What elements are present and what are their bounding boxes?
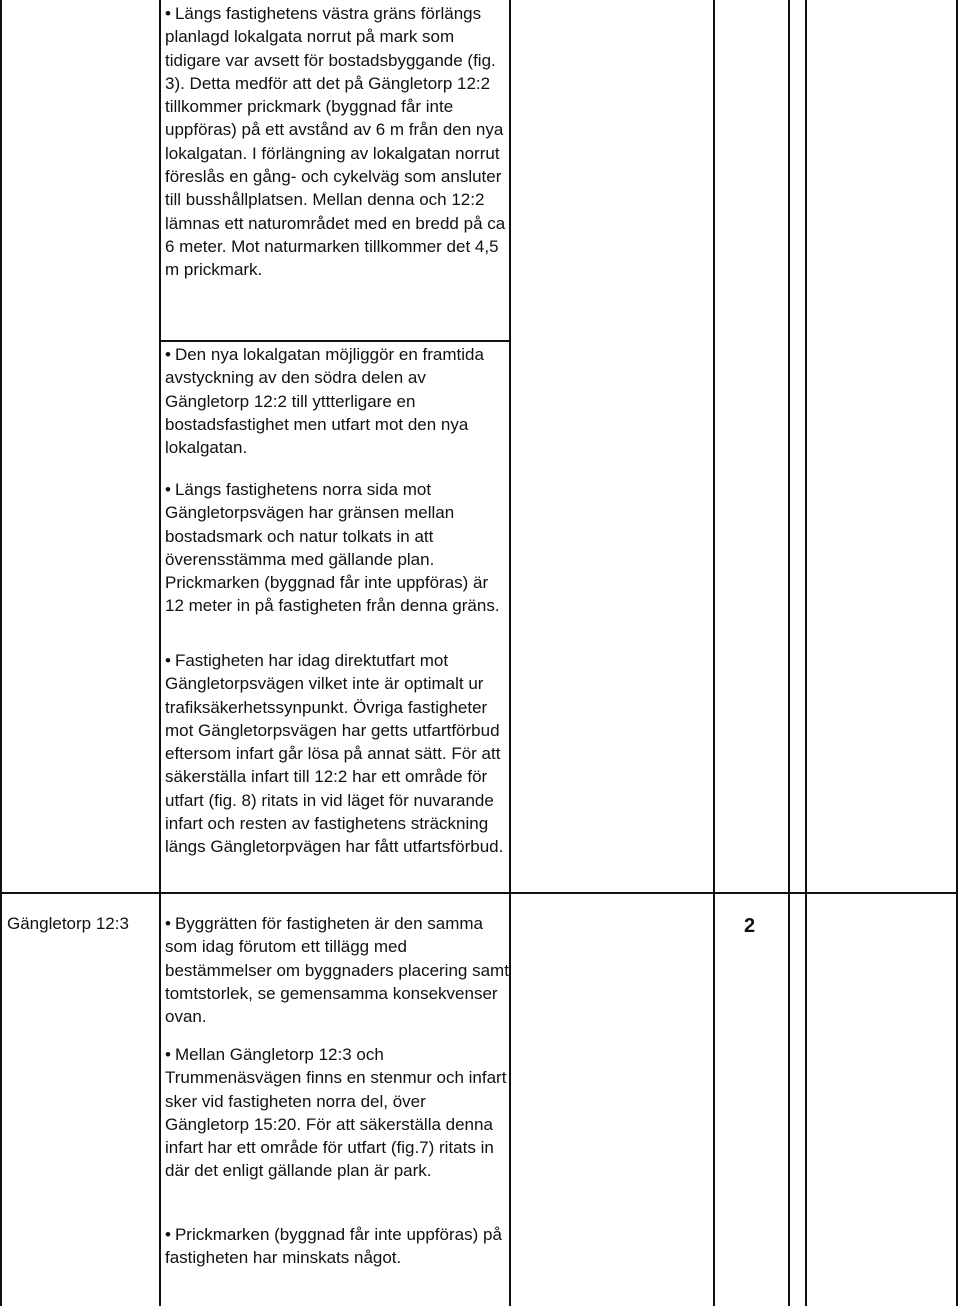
paragraph	[165, 912, 510, 1028]
bullet-icon: •	[165, 651, 171, 670]
bullet-icon: •	[165, 480, 171, 499]
property-number: 2	[744, 915, 756, 937]
column-divider-5	[805, 0, 807, 1306]
column-divider-3	[713, 0, 715, 1306]
table-border-right	[956, 0, 958, 1306]
paragraph	[165, 2, 510, 282]
paragraph	[165, 478, 510, 618]
paragraph-text: Längs fastighetens västra gräns förlängs planlagd lokalgata norrut på mark som tidigare var avsett för bostadsbyggande (fig. 3). Detta medför att det på Gängletorp 12:2 tillkommer prickmark (byggnad får inte uppföras) på ett avstånd av 6 m från den nya lokalgatan. I förlängning av lokalgatan norrut föreslås en gång- och cykelväg som ansluter till busshållplatsen. Mellan denna och 12:2 lämnas ett naturområdet med en bredd på ca 6 meter. Mot naturmarken tillkommer det 4,5 m prickmark.	[165, 4, 506, 280]
paragraph-text: Prickmarken (byggnad får inte uppföras) på fastigheten har minskats något.	[165, 1225, 502, 1268]
bullet-icon: •	[165, 4, 171, 23]
paragraph-text: Byggrätten för fastigheten är den samma som idag förutom ett tillägg med bestämmelser om byggnaders placering samt tomtstorlek, se gemensamma konsekvenser ovan.	[165, 914, 509, 1027]
row-divider-line	[0, 892, 958, 894]
bullet-icon: •	[165, 345, 171, 364]
paragraph	[165, 649, 510, 859]
cell-divider-line	[159, 340, 511, 342]
paragraph	[165, 1223, 510, 1270]
bullet-icon: •	[165, 1045, 171, 1064]
bullet-icon: •	[165, 914, 171, 933]
property-label: Gängletorp 12:3	[7, 914, 129, 933]
paragraph-text: Mellan Gängletorp 12:3 och Trummenäsvägen finns en stenmur och infart sker vid fastigheten norra del, över Gängletorp 15:20. För att säkerställa denna infart har ett område för utfart (fig.7) ritats in där det enligt gällande plan är park.	[165, 1045, 507, 1181]
paragraph-text: Den nya lokalgatan möjliggör en framtida avstyckning av den södra delen av Gängletorp 12:2 till yttterligare en bostadsfastighet men utfart mot den nya lokalgatan.	[165, 345, 484, 458]
column-divider-1	[159, 0, 161, 1306]
column-divider-4	[788, 0, 790, 1306]
paragraph	[165, 1043, 510, 1183]
table-border-left	[0, 0, 2, 1306]
paragraph-text: Fastigheten har idag direktutfart mot Gängletorpsvägen vilket inte är optimalt ur trafiksäkerhetssynpunkt. Övriga fastigheter mot Gängletorpsvägen har getts utfartförbud eftersom infart går lösa på annat sätt. För att säkerställa infart till 12:2 har ett område för utfart (fig. 8) ritats in vid läget för nuvarande infart och resten av fastighetens sträckning längs Gängletorpvägen har fått utfartsförbud.	[165, 651, 504, 857]
paragraph-text: Längs fastighetens norra sida mot Gängletorpsvägen har gränsen mellan bostadsmark och natur tolkats in att överensstämma med gällande plan. Prickmarken (byggnad får inte uppföras) är 12 meter in på fastigheten från denna gräns.	[165, 480, 500, 616]
bullet-icon: •	[165, 1225, 171, 1244]
paragraph	[165, 343, 510, 459]
